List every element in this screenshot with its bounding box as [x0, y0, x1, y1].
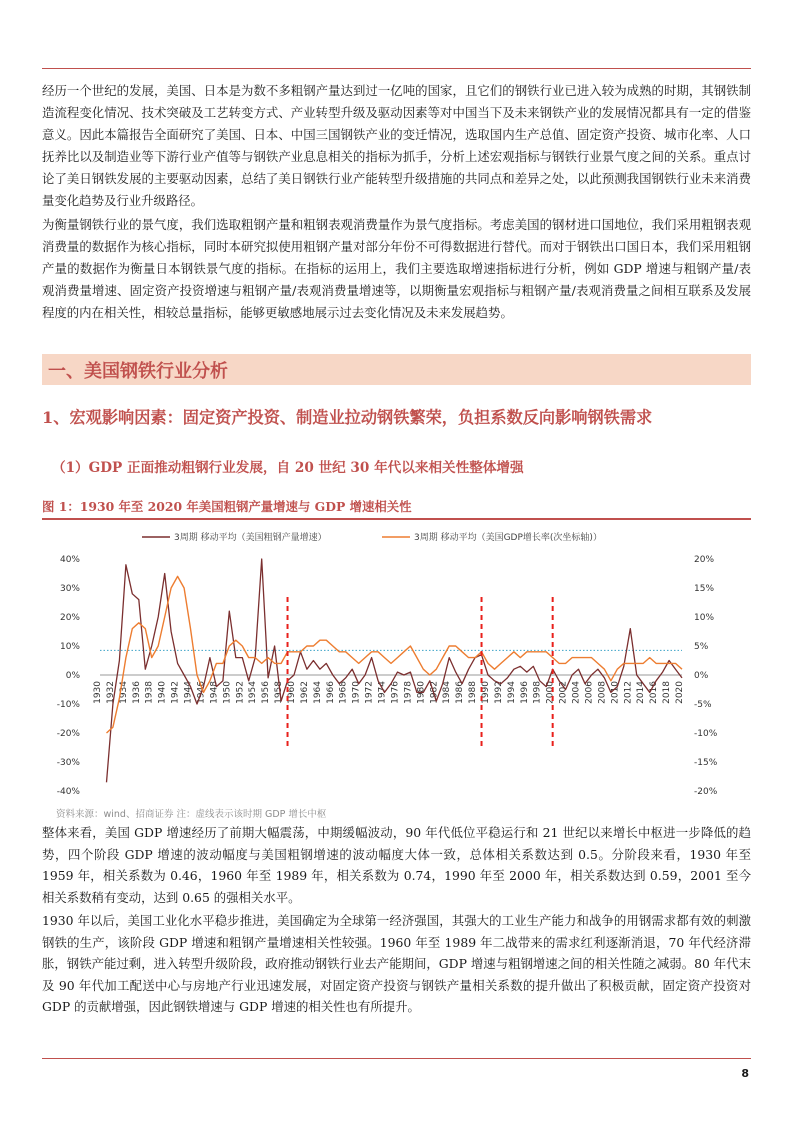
sub-subsection-heading: （1）GDP 正面推动粗钢行业发展，自 20 世纪 30 年代以来相关性整体增强	[52, 460, 524, 476]
x-tick-label: 1970	[351, 681, 362, 704]
x-tick-label: 1990	[481, 681, 491, 704]
right-tick-label: -20%	[694, 787, 718, 797]
left-tick-label: 30%	[59, 584, 80, 594]
x-tick-label: 1996	[519, 681, 530, 704]
x-tick-label: 1994	[506, 681, 517, 704]
x-axis-ticks	[93, 681, 685, 704]
right-axis-ticks	[694, 555, 718, 797]
figure-source: 资料来源：wind、招商证券 注：虚线表示该时期 GDP 增长中枢	[56, 809, 327, 820]
x-tick-label: 2008	[597, 681, 608, 704]
period-analysis-paragraph: 1930 年以后，美国工业化水平稳步推进，美国确定为全球第一经济强国，其强大的工业生产能力和战争的用钢需求都有效的刺激钢铁的生产，该阶段 GDP 增速和粗钢产量增速相关性较强。1960 年至 1989 年二战带来的需求红利逐渐消退，70 年代经济滞胀，钢铁产能过剩，进入转型升级阶段，政府推动钢铁行业去产能期间，GDP 增速与粗钢增速之间的相关性随之减弱。80 年代末及 90 年代加工配送中心与房地产行业迅速发展，对固定资产投资与钢铁产量相关系数的提升做出了积极贡献，固定资产投资对 GDP 的贡献增强，因此钢铁增速与 GDP 增速的相关性也有所提升。	[42, 913, 751, 1014]
x-tick-label: 1968	[338, 681, 349, 704]
left-tick-label: -40%	[56, 787, 80, 797]
overall-analysis-paragraph: 整体来看，美国 GDP 增速经历了前期大幅震荡，中期缓幅波动，90 年代低位平稳运行和 21 世纪以来增长中枢进一步降低的趋势，四个阶段 GDP 增速的波动幅度与美国粗钢增速的波动幅度大体一致，总体相关系数达到 0.5。分阶段来看，1930 年至 1959 年，相关系数为 0.46，1960 年至 1989 年，相关系数为 0.74，1990 年至 2000 年，相关系数达到 0.59，2001 至今相关系数稍有变动，达到 0.65 的强相关水平。	[42, 825, 751, 905]
x-tick-label: 1980	[416, 681, 427, 704]
x-tick-label: 1966	[325, 681, 336, 704]
x-tick-label: 2006	[584, 681, 595, 704]
x-tick-label: 1950	[222, 681, 233, 704]
intro-paragraph: 经历一个世纪的发展，美国、日本是为数不多粗钢产量达到过一亿吨的国家，且它们的钢铁行业已进入较为成熟的时期，其钢铁制造流程变化情况、技术突破及工艺转变方式、产业转型升级及驱动因素等对中国当下及未来钢铁产业的发展情况都具有一定的借鉴意义。因此本篇报告全面研究了美国、日本、中国三国钢铁产业的变迁情况，选取国内生产总值、固定资产投资、城市化率、人口抚养比以及制造业等下游行业产值等与钢铁产业息息相关的指标为抓手，分析上述宏观指标与钢铁行业景气度之间的关系。重点讨论了美日钢铁发展的主要驱动因素，总结了美日钢铁行业产能转型升级措施的共同点和差异之处，以此预测我国钢铁行业未来消费量变化趋势及行业升级路径。	[42, 83, 751, 208]
legend-gdp-label: 3周期 移动平均（美国GDP增长率(次坐标轴)）	[414, 533, 602, 543]
left-tick-label: 40%	[59, 555, 80, 565]
chart-legend	[142, 531, 602, 543]
x-tick-label: 2018	[662, 681, 673, 704]
x-tick-label: 1986	[455, 681, 466, 704]
x-tick-label: 1938	[144, 681, 155, 704]
figure-title-rule	[42, 518, 751, 520]
right-tick-label: 5%	[694, 642, 709, 652]
right-tick-label: -5%	[694, 700, 712, 710]
x-tick-label: 2012	[623, 681, 634, 704]
x-tick-label: 1992	[493, 681, 504, 704]
x-tick-label: 2002	[558, 681, 569, 704]
x-tick-label: 1934	[118, 681, 129, 704]
x-tick-label: 2010	[610, 681, 621, 704]
x-tick-label: 1930	[93, 681, 103, 704]
x-tick-label: 1984	[442, 681, 453, 704]
left-tick-label: 0%	[65, 671, 80, 681]
x-tick-label: 1946	[196, 681, 207, 704]
right-tick-label: 15%	[694, 584, 715, 594]
x-tick-label: 1962	[299, 681, 310, 704]
x-tick-label: 2020	[675, 681, 685, 704]
right-tick-label: 20%	[694, 555, 715, 565]
section-heading: 一、美国钢铁行业分析	[48, 360, 228, 382]
left-axis-ticks	[57, 555, 81, 797]
section-heading-bar	[42, 354, 751, 385]
x-tick-label: 1942	[170, 681, 181, 704]
footer-rule	[42, 1058, 751, 1059]
indicator-paragraph: 为衡量钢铁行业的景气度，我们选取粗钢产量和粗钢表观消费量作为景气度指标。考虑美国的钢材进口国地位，我们采用粗钢表观消费量的数据作为核心指标，同时本研究拟使用粗钢产量对部分年份不可得数据进行替代。而对于钢铁出口国日本，我们采用粗钢产量的数据作为衡量日本钢铁景气度的指标。在指标的运用上，我们主要选取增速指标进行分析，例如 GDP 增速与粗钢产量/表观消费量增速、固定资产投资增速与粗钢产量/表观消费量增速等，以期衡量宏观指标与粗钢产量/表观消费量之间相互联系及发展程度的内在相关性，相较总量指标，能够更敏感地展示过去变化情况及未来发展趋势。	[42, 217, 751, 320]
x-tick-label: 1936	[131, 681, 142, 704]
x-tick-label: 1952	[235, 681, 246, 704]
x-tick-label: 1960	[287, 681, 297, 704]
x-tick-label: 2016	[649, 681, 660, 704]
header-rule	[42, 68, 751, 69]
x-tick-label: 1932	[105, 681, 116, 704]
x-tick-label: 2004	[571, 681, 582, 704]
left-tick-label: 10%	[59, 642, 80, 652]
x-tick-label: 1944	[183, 681, 194, 704]
series-line-gdp	[107, 576, 683, 733]
x-tick-label: 1940	[157, 681, 168, 704]
legend-steel-label: 3周期 移动平均（美国粗钢产量增速）	[174, 533, 327, 543]
page-number: 8	[741, 1067, 749, 1080]
left-tick-label: 20%	[59, 613, 80, 623]
left-tick-label: -10%	[56, 700, 80, 710]
x-tick-label: 1964	[312, 681, 323, 704]
correlation-line-chart	[42, 522, 751, 804]
right-tick-label: 0%	[694, 671, 709, 681]
right-tick-label: -10%	[694, 729, 718, 739]
x-tick-label: 1982	[429, 681, 440, 704]
subsection-heading: 1、宏观影响因素：固定资产投资、制造业拉动钢铁繁荣，负担系数反向影响钢铁需求	[42, 408, 653, 427]
x-tick-label: 1998	[532, 681, 543, 704]
x-tick-label: 1956	[261, 681, 272, 704]
right-tick-label: -15%	[694, 758, 718, 768]
series-line-steel	[107, 559, 683, 782]
x-tick-label: 1988	[468, 681, 479, 704]
x-tick-label: 1954	[248, 681, 259, 704]
chart-series	[107, 559, 683, 782]
right-tick-label: 10%	[694, 613, 715, 623]
x-tick-label: 1978	[403, 681, 414, 704]
period-markers	[288, 597, 553, 747]
x-tick-label: 1974	[377, 681, 388, 704]
x-tick-label: 1948	[209, 681, 220, 704]
figure-title: 图 1：1930 年至 2020 年美国粗钢产量增速与 GDP 增速相关性	[42, 499, 412, 514]
x-tick-label: 2014	[636, 681, 647, 704]
x-tick-label: 2000	[545, 681, 556, 704]
x-tick-label: 1972	[364, 681, 375, 704]
left-tick-label: -20%	[56, 729, 80, 739]
x-tick-label: 1958	[274, 681, 285, 704]
left-tick-label: -30%	[56, 758, 80, 768]
x-tick-label: 1976	[390, 681, 401, 704]
